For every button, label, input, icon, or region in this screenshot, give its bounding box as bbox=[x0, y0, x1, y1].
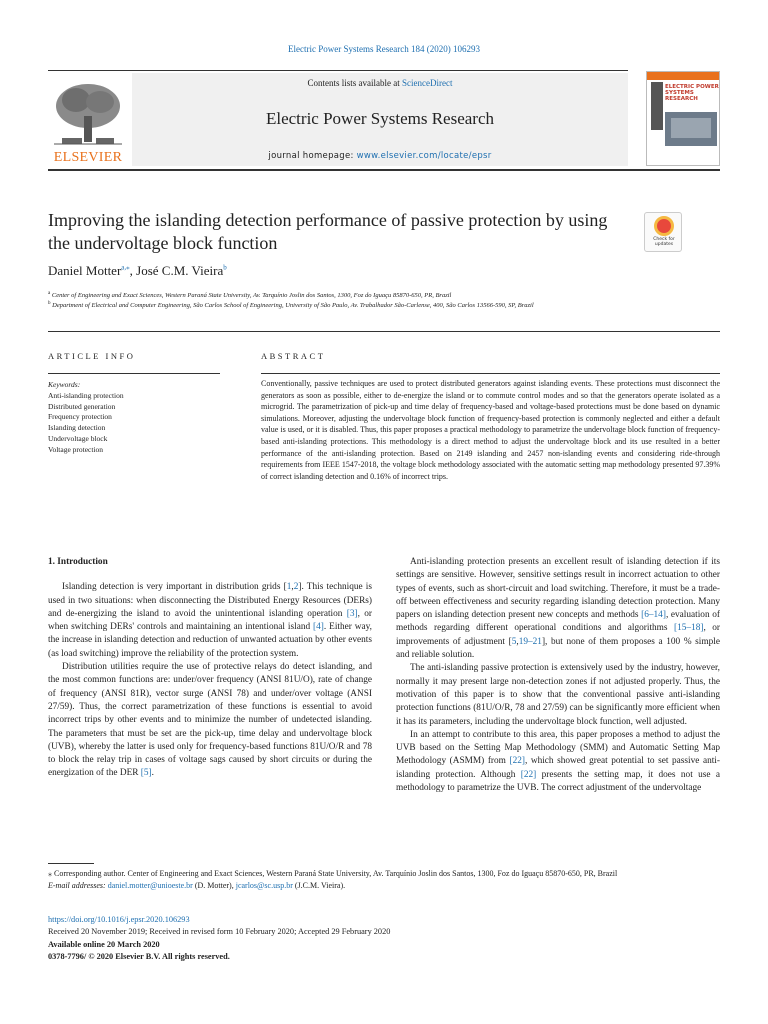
citation-link[interactable]: [22] bbox=[520, 769, 537, 780]
crossmark-label: Check for updates bbox=[653, 237, 675, 247]
email-link[interactable]: jcarlos@sc.usp.br bbox=[235, 880, 293, 890]
keyword: Anti-islanding protection bbox=[48, 390, 124, 400]
article-info-rule bbox=[48, 373, 220, 374]
abstract-rule bbox=[261, 373, 720, 374]
section-rule bbox=[48, 331, 720, 332]
elsevier-wordmark: ELSEVIER bbox=[53, 150, 123, 165]
received-dates: Received 20 November 2019; Received in revised form 10 February 2020; Accepted 29 February 2020 bbox=[48, 927, 391, 937]
cover-title: ELECTRIC POWER SYSTEMS RESEARCH bbox=[665, 84, 719, 103]
corresponding-author-note: ⁎ Corresponding author. Center of Engineering and Exact Sciences, Western Paraná State University, Av. Tarquínio Joslin dos Santos, 1300, Foz do Iguaçu 85870-650, PR, Brazil bbox=[48, 869, 618, 878]
keyword: Frequency protection bbox=[48, 412, 112, 422]
footnote-rule bbox=[48, 863, 94, 864]
header-rule-bottom bbox=[48, 169, 720, 171]
cover-top-band bbox=[647, 72, 720, 80]
abstract-heading: ABSTRACT bbox=[261, 351, 326, 361]
homepage-link[interactable]: www.elsevier.com/locate/epsr bbox=[356, 151, 492, 161]
keyword: Undervoltage block bbox=[48, 433, 108, 443]
paper-title: Improving the islanding detection performance of passive protection by using the undervoltage block function bbox=[48, 210, 608, 253]
journal-title: Electric Power Systems Research bbox=[265, 109, 494, 128]
citation-link[interactable]: [22] bbox=[509, 756, 525, 767]
citation-link[interactable]: [3] bbox=[346, 608, 358, 619]
keyword: Islanding detection bbox=[48, 423, 106, 433]
abstract-text: Conventionally, passive techniques are used to protect distributed generators against islanding events. These protections must disconnect the generators as soon as possible, either to de-energize the island or to commute control modes and so that the generators operate isolated as a microgrid. The parametrization of pick-up and time delay of frequency-based and voltage-based protections must be done based on dynamic simulations. Moreover, adjusting the undervoltage block function of frequency-based protection is commonly neglected and either a default value is used, or it is disabled. Thus, this paper proposes a practical methodology to parametrize the undervoltage block function of frequency-based anti-islanding protections. This methodology is a direct method to adjust the undervoltage block and its use resulted in a better performance of the anti-islanding protection. Based on 2149 islanding and 2457 non-islanding events and considering ride-through requirements from IEEE 1547-2018, the voltage block methodology associated with the automatic setting map methodology presented 97.39% of correct islanding detection and 0.16% of incorrect trips. bbox=[261, 379, 720, 481]
crossmark-icon bbox=[654, 216, 674, 236]
author-name[interactable]: Daniel Motter bbox=[48, 263, 122, 278]
author-list bbox=[48, 263, 227, 279]
section-heading: 1. Introduction bbox=[48, 557, 108, 567]
keywords-label: Keywords: bbox=[48, 380, 81, 389]
article-info-heading: ARTICLE INFO bbox=[48, 351, 136, 361]
cover-side-strip bbox=[651, 82, 663, 130]
sciencedirect-link[interactable]: ScienceDirect bbox=[402, 78, 453, 88]
keyword: Distributed generation bbox=[48, 401, 116, 411]
footnotes bbox=[48, 868, 720, 891]
citation-link[interactable]: 1 bbox=[286, 582, 292, 593]
keyword: Voltage protection bbox=[48, 444, 104, 454]
email-label: E-mail addresses: bbox=[48, 880, 106, 890]
journal-cover-thumbnail[interactable] bbox=[646, 71, 720, 166]
citation-link[interactable]: [4] bbox=[313, 622, 324, 633]
email-link[interactable]: daniel.motter@unioeste.br bbox=[107, 880, 193, 890]
citation-link[interactable]: 5 bbox=[511, 636, 517, 647]
body-paragraph: Distribution utilities require the use of protective relays do detect islanding, and the most common functions are: under/over frequency (ANSI 81U/O), rate of change of frequency (ANSI 81R), vector surge (ANSI 78) and under/over voltage (ANSI 27/59). Thus, the correct parametrization of these functions is essential to avoid incorrect trips by other events and to minimize the number of undetected islanding. The parameters that must be set are the pick-up, time delay and undervoltage block (UVB), whereby the latter is used only for frequency-based functions 81U/O/R and 78 to block the relay trip in cases of voltage sags caused by short circuits or during the energization of the DER [5]. bbox=[48, 662, 372, 779]
header-rule-top bbox=[48, 70, 628, 71]
citation-link[interactable]: [15–18] bbox=[674, 623, 704, 634]
keywords-block bbox=[48, 380, 220, 456]
affiliation-b bbox=[48, 298, 648, 311]
author-affiliation-mark[interactable]: a,⁎ bbox=[121, 263, 130, 272]
author-name[interactable]: José C.M. Vieira bbox=[136, 263, 224, 278]
citation-link[interactable]: [5] bbox=[140, 768, 152, 779]
email-line: E-mail addresses: daniel.motter@unioeste.br (D. Motter), jcarlos@sc.usp.br (J.C.M. Vieira). bbox=[48, 880, 346, 890]
body-paragraph: Anti-islanding protection presents an excellent result of islanding detection if its settings are sensitive. However, sensitive settings result in incorrect actuation to other types of events, such as short-circuit and load switching. Therefore, it must be a trade-off between effectiveness and security regarding islanding detection protection. Many papers on islanding detection present new concepts and methods [6–14], evaluation of methods regarding different operational conditions and algorithms [15–18], or improvements of adjustment [5,19–21], but none of them proposes a 100 % simple and reliable solution. bbox=[396, 557, 720, 661]
affiliation-mark: b bbox=[48, 301, 51, 306]
citation-link[interactable]: 19–21 bbox=[518, 636, 542, 647]
author-separator: , bbox=[129, 263, 137, 278]
body-paragraph: Islanding detection is very important in distribution grids [1,2]. This technique is used in two situations: when disconnecting the Distributed Energy Resources (DERs) and de-energizing the island to avoid the unintentional islanding operation [3], or when switching DERs' controls and maintaining an intentional island [4]. Either way, the increase in islanding detection and reduction of unwanted actuation by other events (as load switching) improve the reliability of the protection system. bbox=[48, 582, 372, 659]
body-column-left bbox=[48, 556, 372, 781]
doi-link[interactable]: https://doi.org/10.1016/j.epsr.2020.106293 bbox=[48, 915, 190, 924]
citation-link[interactable]: [6–14] bbox=[641, 610, 666, 621]
affiliation-text: Department of Electrical and Computer Engineering, São Carlos School of Engineering, University of São Paulo, Av. Trabalhador São-Carlense, 400, São Carlos 13566-590, SP, Brazil bbox=[50, 302, 534, 310]
affiliation-mark: a bbox=[48, 291, 51, 296]
contents-line bbox=[132, 78, 628, 88]
journal-reference[interactable]: Electric Power Systems Research 184 (2020) 106293 bbox=[288, 44, 480, 54]
affiliation-text: Center of Engineering and Exact Sciences, Western Paraná State University, Av. Tarquínio Joslin dos Santos, 1300, Foz do Iguaçu 85870-650, PR, Brazil bbox=[50, 292, 452, 300]
citation-link[interactable]: 2 bbox=[293, 582, 299, 593]
contents-prefix: Contents lists available at bbox=[307, 78, 402, 88]
body-paragraph: The anti-islanding passive protection is extensively used by the industry, however, normally it may present large non-detection zones if not adjusted properly. Thus, the motivation of this paper is to show that the conventional passive anti-islanding protection functions (81U/O/R, 78 and 27/59) can be significantly more efficient when it has its parameters, including the undervoltage block function, well adjusted. bbox=[396, 663, 720, 727]
check-for-updates-badge[interactable] bbox=[644, 212, 682, 252]
available-online: Available online 20 March 2020 bbox=[48, 939, 160, 949]
cover-image-inner bbox=[671, 118, 711, 138]
body-paragraph: In an attempt to contribute to this area, this paper proposes a method to adjust the UVB based on the Setting Map Methodology (SMM) and Automatic Setting Map Methodology (ASMM) from [22], which showed great potential to set passive anti-islanding protection. Although [22] presents the setting map, it does not use a methodology to parametrize the UVB. The correct adjustment of the undervoltage bbox=[396, 729, 721, 794]
journal-homepage bbox=[132, 151, 628, 161]
homepage-prefix: journal homepage: bbox=[268, 151, 357, 161]
publication-info bbox=[48, 914, 720, 963]
copyright-line: 0378-7796/ © 2020 Elsevier B.V. All rights reserved. bbox=[48, 951, 230, 961]
author-affiliation-mark[interactable]: b bbox=[223, 263, 227, 272]
body-column-right bbox=[396, 556, 720, 795]
